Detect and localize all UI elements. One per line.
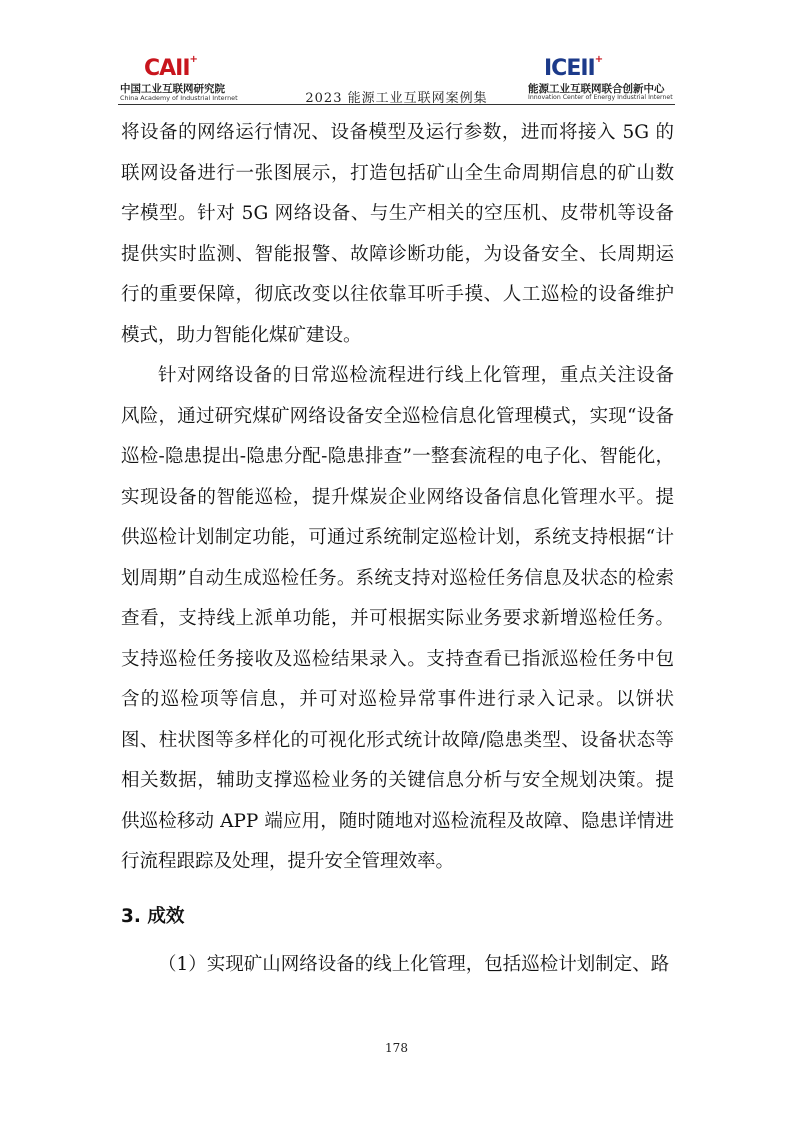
page-body <box>121 113 674 985</box>
caii-logo-name-cn: 中国工业互联网研究院 <box>120 83 225 95</box>
header-divider <box>118 104 675 105</box>
caii-logo-mark: CAII+ <box>144 54 197 81</box>
iceii-logo-name-en: Innovation Center of Energy Industrial Internet <box>528 94 673 101</box>
iceii-logo <box>528 56 673 102</box>
section-heading: 3. 成效 <box>121 905 185 927</box>
header-title: 2023 能源工业互联网案例集 <box>305 91 488 106</box>
body-paragraph-1: 将设备的网络运行情况、设备模型及运行参数，进而将接入 5G 的联网设备进行一张图展示，打造包括矿山全生命周期信息的矿山数字模型。针对 5G 网络设备、与生产相关的空压机、皮带机等设备提供实时监测、智能报警、故障诊断功能，为设备安全、长周期运行的重要保障，彻底改变以往依靠耳听手摸、人工巡检的设备维护模式，助力智能化煤矿建设。 <box>121 122 674 346</box>
iceii-logo-name-cn: 能源工业互联网联合创新中心 <box>528 83 665 95</box>
caii-logo-name-en: China Academy of Industrial Internet <box>120 94 238 102</box>
iceii-logo-mark: ICEII+ <box>544 54 603 81</box>
body-paragraph-2: 针对网络设备的日常巡检流程进行线上化管理，重点关注设备风险，通过研究煤矿网络设备安全巡检信息化管理模式，实现“设备巡检-隐患提出-隐患分配-隐患排查”一整套流程的电子化、智能化，实现设备的智能巡检，提升煤炭企业网络设备信息化管理水平。提供巡检计划制定功能，可通过系统制定巡检计划，系统支持根据“计划周期”自动生成巡检任务。系统支持对巡检任务信息及状态的检索查看，支持线上派单功能，并可根据实际业务要求新增巡检任务。支持巡检任务接收及巡检结果录入。支持查看已指派巡检任务中包含的巡检项等信息，并可对巡检异常事件进行录入记录。以饼状图、柱状图等多样化的可视化形式统计故障/隐患类型、设备状态等相关数据，辅助支撑巡检业务的关键信息分析与安全规划决策。提供巡检移动 APP 端应用，随时随地对巡检流程及故障、隐患详情进行流程跟踪及处理，提升安全管理效率。 <box>121 365 674 872</box>
page-header <box>0 0 793 106</box>
page-number: 178 <box>385 1041 408 1055</box>
body-paragraph-3: （1）实现矿山网络设备的线上化管理，包括巡检计划制定、路 <box>158 953 670 975</box>
